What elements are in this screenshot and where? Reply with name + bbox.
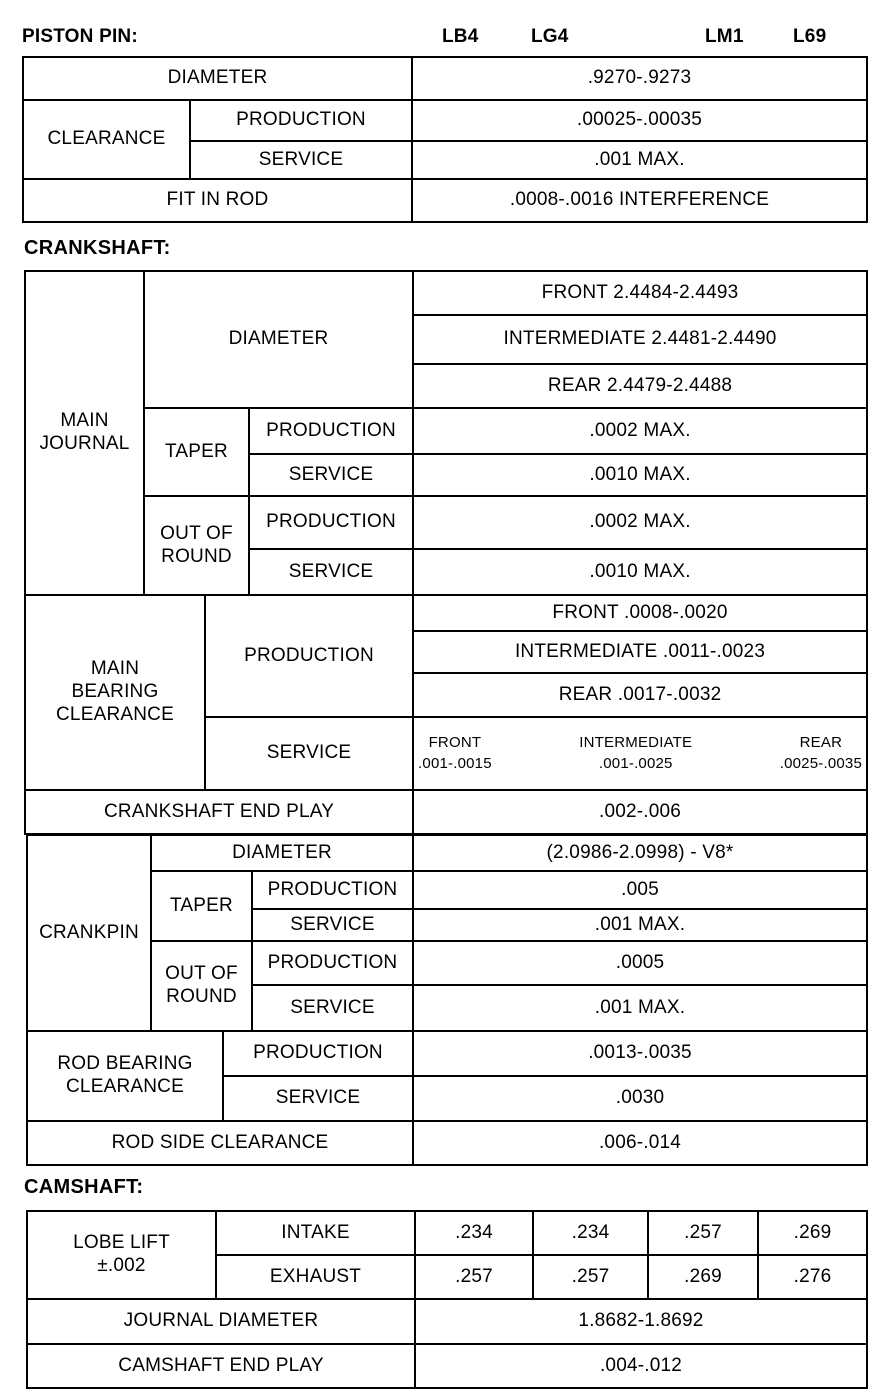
crankshaft-title: CRANKSHAFT: xyxy=(24,237,171,259)
engine-code-l69: L69 xyxy=(793,26,827,47)
main-journal-oor-production-label: PRODUCTION xyxy=(249,496,413,549)
journal-diameter-label: JOURNAL DIAMETER xyxy=(27,1299,415,1344)
camshaft-end-play-value: .004-.012 xyxy=(415,1344,867,1388)
engine-code-lm1: LM1 xyxy=(705,26,744,47)
pin-production-value: .00025-.00035 xyxy=(412,100,867,141)
camshaft-end-play-label: CAMSHAFT END PLAY xyxy=(27,1344,415,1388)
rod-side-clearance-label: ROD SIDE CLEARANCE xyxy=(27,1121,413,1165)
main-journal-oor-production-value: .0002 MAX. xyxy=(413,496,867,549)
main-bearing-production-front: FRONT .0008-.0020 xyxy=(413,595,867,631)
main-bearing-clearance-label: MAIN BEARING CLEARANCE xyxy=(25,595,205,790)
service-rear-label: REAR xyxy=(799,734,843,752)
journal-diameter-value: 1.8682-1.8692 xyxy=(415,1299,867,1344)
main-journal-taper-label: TAPER xyxy=(144,408,249,496)
main-journal-oor-service-label: SERVICE xyxy=(249,549,413,595)
camshaft-table xyxy=(26,1210,868,1389)
main-bearing-production-rear: REAR .0017-.0032 xyxy=(413,673,867,717)
pin-clearance-label: CLEARANCE xyxy=(23,100,190,179)
rod-bearing-service-value: .0030 xyxy=(413,1076,867,1121)
crankpin-out-of-round-label: OUT OF ROUND xyxy=(151,941,252,1031)
exhaust-label: EXHAUST xyxy=(216,1255,415,1299)
intake-value-lb4: .234 xyxy=(415,1211,533,1255)
rod-bearing-service-label: SERVICE xyxy=(223,1076,413,1121)
crankpin-table xyxy=(26,834,868,1032)
main-journal-diameter-intermediate: INTERMEDIATE 2.4481-2.4490 xyxy=(413,315,867,364)
main-bearing-production-intermediate: INTERMEDIATE .0011-.0023 xyxy=(413,631,867,673)
crankpin-taper-production-value: .005 xyxy=(413,871,867,909)
crankpin-diameter-value: (2.0986-2.0998) - V8* xyxy=(413,835,867,871)
crankpin-taper-label: TAPER xyxy=(151,871,252,941)
lobe-lift-label: LOBE LIFT ±.002 xyxy=(27,1211,216,1299)
intake-value-l69: .269 xyxy=(758,1211,867,1255)
pin-fit-label: FIT IN ROD xyxy=(23,179,412,222)
main-journal-taper-service-value: .0010 MAX. xyxy=(413,454,867,496)
main-journal-out-of-round-label: OUT OF ROUND xyxy=(144,496,249,595)
service-rear-value: .0025-.0035 xyxy=(779,754,863,772)
main-journal-oor-service-value: .0010 MAX. xyxy=(413,549,867,595)
service-intermediate-label: INTERMEDIATE xyxy=(579,734,693,752)
pin-fit-value: .0008-.0016 INTERFERENCE xyxy=(412,179,867,222)
camshaft-title: CAMSHAFT: xyxy=(24,1176,144,1198)
crankpin-oor-service-value: .001 MAX. xyxy=(413,985,867,1031)
rod-bearing-clearance-label: ROD BEARING CLEARANCE xyxy=(27,1031,223,1121)
service-front-label: FRONT xyxy=(428,734,482,752)
intake-value-lm1: .257 xyxy=(648,1211,758,1255)
crankshaft-end-play-value: .002-.006 xyxy=(413,790,867,834)
intake-label: INTAKE xyxy=(216,1211,415,1255)
piston-pin-title: PISTON PIN: xyxy=(22,26,138,47)
main-bearing-service-values xyxy=(413,717,867,790)
crankpin-taper-production-label: PRODUCTION xyxy=(252,871,413,909)
exhaust-value-lm1: .269 xyxy=(648,1255,758,1299)
crankpin-taper-service-label: SERVICE xyxy=(252,909,413,941)
crankshaft-end-play-label: CRANKSHAFT END PLAY xyxy=(25,790,413,834)
rod-side-clearance-value: .006-.014 xyxy=(413,1121,867,1165)
main-journal-taper-production-label: PRODUCTION xyxy=(249,408,413,454)
service-front-value: .001-.0015 xyxy=(418,754,492,772)
main-journal-label: MAIN JOURNAL xyxy=(25,271,144,595)
crankpin-oor-service-label: SERVICE xyxy=(252,985,413,1031)
crankshaft-table xyxy=(24,270,868,835)
service-intermediate-value: .001-.0025 xyxy=(598,754,673,772)
crankpin-oor-production-label: PRODUCTION xyxy=(252,941,413,985)
pin-service-value: .001 MAX. xyxy=(412,141,867,179)
main-journal-taper-service-label: SERVICE xyxy=(249,454,413,496)
rod-bearing-production-value: .0013-.0035 xyxy=(413,1031,867,1076)
engine-code-lb4: LB4 xyxy=(442,26,479,47)
crankpin-diameter-label: DIAMETER xyxy=(151,835,413,871)
crankpin-taper-service-value: .001 MAX. xyxy=(413,909,867,941)
piston-pin-table xyxy=(22,56,868,223)
main-bearing-service-label: SERVICE xyxy=(205,717,413,790)
rod-bearing-table xyxy=(26,1030,868,1166)
main-journal-diameter-label: DIAMETER xyxy=(144,271,413,408)
main-bearing-production-label: PRODUCTION xyxy=(205,595,413,717)
exhaust-value-lg4: .257 xyxy=(533,1255,648,1299)
pin-production-label: PRODUCTION xyxy=(190,100,412,141)
pin-diameter-value: .9270-.9273 xyxy=(412,57,867,100)
main-journal-taper-production-value: .0002 MAX. xyxy=(413,408,867,454)
pin-diameter-label: DIAMETER xyxy=(23,57,412,100)
exhaust-value-lb4: .257 xyxy=(415,1255,533,1299)
rod-bearing-production-label: PRODUCTION xyxy=(223,1031,413,1076)
crankpin-label: CRANKPIN xyxy=(27,835,151,1031)
exhaust-value-l69: .276 xyxy=(758,1255,867,1299)
crankpin-oor-production-value: .0005 xyxy=(413,941,867,985)
main-journal-diameter-rear: REAR 2.4479-2.4488 xyxy=(413,364,867,408)
pin-service-label: SERVICE xyxy=(190,141,412,179)
engine-code-lg4: LG4 xyxy=(531,26,569,47)
intake-value-lg4: .234 xyxy=(533,1211,648,1255)
main-journal-diameter-front: FRONT 2.4484-2.4493 xyxy=(413,271,867,315)
